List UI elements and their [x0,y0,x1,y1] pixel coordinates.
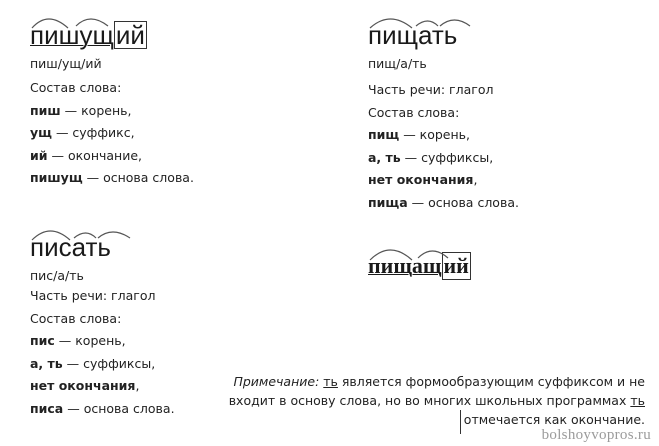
ending-box-pishushchiy: ий [115,20,145,50]
word-block-pisat [30,222,175,420]
site-watermark: bolshoyvopros.ru [541,427,651,443]
analysis-line: Часть речи: глагол [368,82,494,97]
note-block: Примечание: ть является формообразующим суффиксом и не входит в основу слова, но во многих школьных программах ть отмечается как окончание. [228,374,645,427]
analysis-line: ий — окончание, [30,147,143,163]
analysis-line: Состав слова: [368,104,460,120]
analysis-line: ущ — суффикс, [30,125,135,140]
analysis-line: Состав слова: [30,310,122,326]
analysis-line: а, ть — суффиксы, [368,149,494,165]
word-text-pishchat: пищать [368,20,458,50]
word-block-pishchashchiy [368,240,471,280]
analysis-pishchat [368,79,519,214]
word-text-pisat: писать [30,232,111,262]
analysis-line: нет окончания, [368,172,478,187]
word-block-pishushchiy [30,10,194,190]
word-pishchat [368,10,519,50]
word-block-pishchat [368,10,519,214]
analysis-line: Часть речи: глагол [30,288,156,303]
analysis-pishushchiy [30,77,194,190]
note-suffix-ts: ть [323,374,338,389]
analysis-line: пис — корень, [30,333,126,348]
decorative-bracket [460,410,468,434]
analysis-line: пища — основа слова. [368,194,519,210]
analysis-line: нет окончания, [30,378,140,393]
stem-pishchashchiy: пищащ [368,253,442,278]
analysis-pisat [30,285,175,420]
analysis-line: писа — основа слова. [30,400,175,416]
analysis-line: пиш — корень, [30,102,132,118]
word-pishushchiy [30,10,194,50]
note-label: Примечание: [233,374,320,389]
stem-pishushchiy: пишущ [30,20,114,50]
word-pisat [30,222,175,262]
morpheme-split-pishchat: пищ/а/ть [368,56,427,71]
morpheme-split-pisat: пис/а/ть [30,268,84,283]
note-suffix-ts: ть [630,393,645,408]
ending-box-pishchashchiy: ий [443,253,469,278]
analysis-line: пищ — корень, [368,127,471,142]
analysis-line: Состав слова: [30,80,122,95]
analysis-line: пишущ — основа слова. [30,170,194,185]
morpheme-split-pishushchiy: пиш/ущ/ий [30,56,102,71]
word-pishchashchiy [368,240,471,280]
analysis-line: а, ть — суффиксы, [30,355,156,371]
